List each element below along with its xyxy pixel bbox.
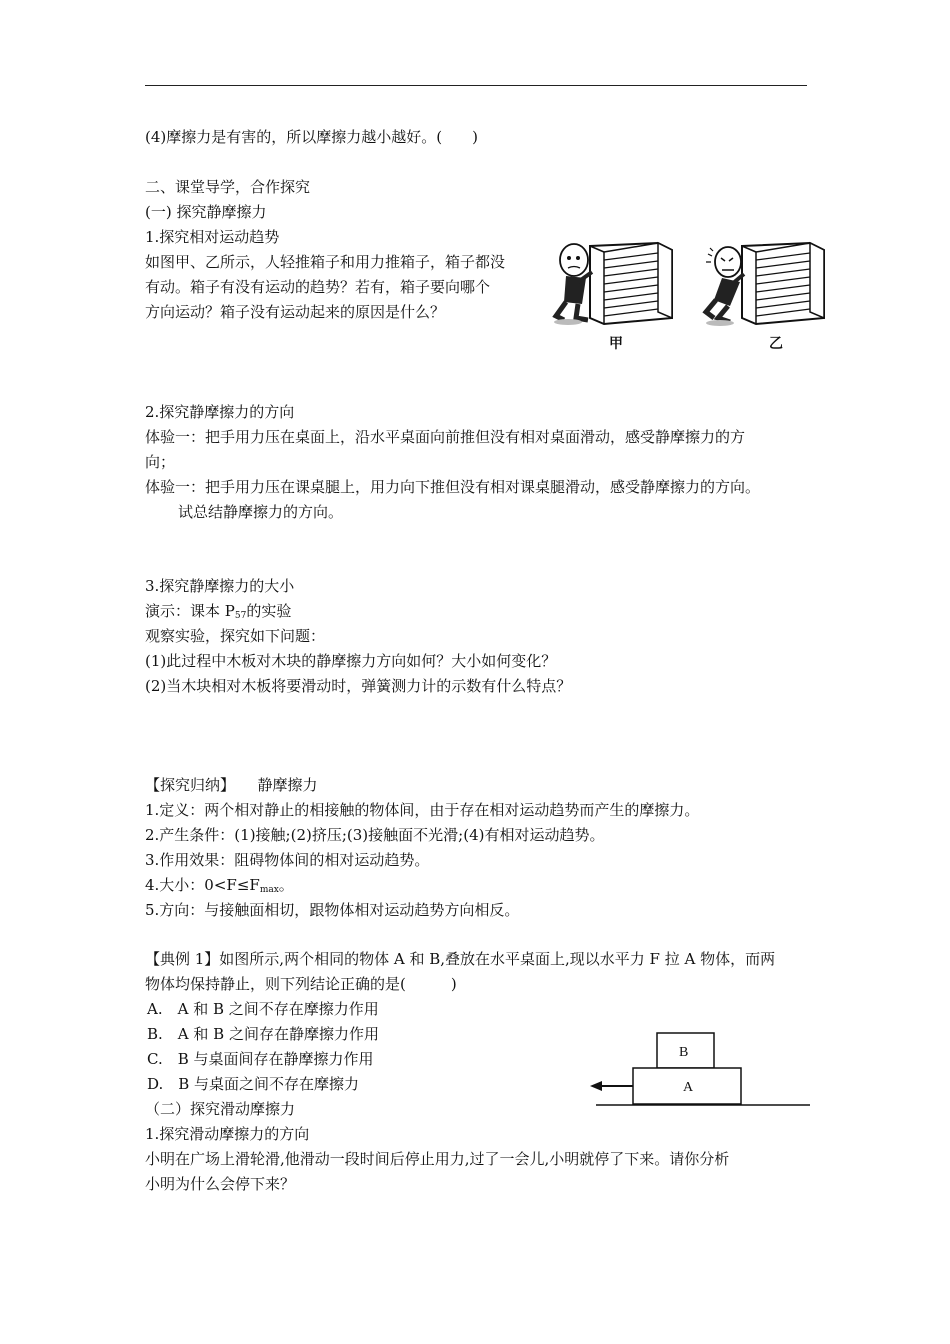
demo-prefix: 演示：课本 P: [145, 602, 235, 620]
item-3-title: 3.探究静摩擦力的大小: [145, 577, 295, 595]
sliding-item-1-title: 1.探究滑动摩擦力的方向: [145, 1125, 310, 1143]
figure-push-box-yi: [700, 238, 830, 328]
header-rule: [145, 85, 807, 86]
demo-suffix: 的实验: [246, 602, 292, 620]
block-b-label: B: [679, 1045, 689, 1060]
item-3-line: 观察实验，探究如下问题：: [145, 627, 326, 645]
demo-page-sub: 57: [234, 611, 247, 621]
section-2-title: 二、课堂导学，合作探究: [145, 178, 311, 196]
sliding-section-title: （二）探究滑动摩擦力: [145, 1100, 296, 1118]
option-a: A. A 和 B 之间不存在摩擦力作用: [147, 1000, 379, 1018]
size-suffix: 。: [278, 876, 294, 894]
item-3-line: (2)当木块相对木板将要滑动时，弹簧测力计的示数有什么特点？: [145, 677, 572, 695]
item-2-line: 体验一：把手用力压在课桌腿上，用力向下推但没有相对课桌腿滑动，感受静摩擦力的方向。: [145, 478, 761, 496]
sliding-line: 小明为什么会停下来？: [145, 1175, 296, 1193]
sliding-line: 小明在广场上滑轮滑,他滑动一段时间后停止用力,过了一会儿,小明就停了下来。请你分析: [145, 1150, 730, 1168]
option-c: C. B 与桌面间存在静摩擦力作用: [147, 1050, 374, 1068]
item-3-demo: [145, 600, 291, 627]
option-b: B. A 和 B 之间存在静摩擦力作用: [147, 1025, 379, 1043]
blocks-figure: [588, 1028, 812, 1110]
item-2-line: 试总结静摩擦力的方向。: [178, 503, 344, 521]
item-3-line: (1)此过程中木板对木块的静摩擦力方向如何？大小如何变化？: [145, 652, 557, 670]
summary-line: 2.产生条件：(1)接触;(2)挤压;(3)接触面不光滑;(4)有相对运动趋势。: [145, 826, 605, 844]
subsection-static-friction: (一) 探究静摩擦力: [145, 203, 267, 221]
item-1-title: 1.探究相对运动趋势: [145, 228, 280, 246]
summary-title: 【探究归纳】 静摩擦力: [145, 776, 318, 794]
figure-label-jia: 甲: [609, 336, 623, 352]
item-2-title: 2.探究静摩擦力的方向: [145, 403, 295, 421]
item-1-line: 方向运动？箱子没有运动起来的原因是什么？: [145, 303, 446, 321]
block-a-label: A: [683, 1080, 694, 1095]
figure-label-yi: 乙: [769, 336, 783, 352]
figure-push-box-jia: [548, 238, 678, 328]
example-1-line: 物体均保持静止，则下列结论正确的是( ): [145, 975, 457, 993]
summary-line: 3.作用效果：阻碍物体间的相对运动趋势。: [145, 851, 430, 869]
item-1-line: 有动。箱子有没有运动的趋势？若有，箱子要向哪个: [145, 278, 491, 296]
question-4: (4)摩擦力是有害的，所以摩擦力越小越好。( ): [145, 128, 478, 146]
item-2-line: 体验一：把手用力压在桌面上，沿水平桌面向前推但没有相对桌面滑动，感受静摩擦力的方: [145, 428, 746, 446]
summary-size: [145, 874, 294, 901]
item-2-line: 向；: [145, 453, 176, 471]
size-prefix: 4.大小：0<F≤F: [145, 876, 260, 894]
option-d: D. B 与桌面之间不存在摩擦力: [147, 1075, 360, 1093]
item-1-line: 如图甲、乙所示，人轻推箱子和用力推箱子，箱子都没: [145, 253, 506, 271]
force-arrow-head: [590, 1081, 602, 1091]
summary-direction: 5.方向：与接触面相切，跟物体相对运动趋势方向相反。: [145, 901, 520, 919]
example-1-line: 【典例 1】如图所示,两个相同的物体 A 和 B,叠放在水平桌面上,现以水平力 F 拉 A 物体，而两: [145, 950, 776, 968]
summary-line: 1.定义：两个相对静止的相接触的物体间，由于存在相对运动趋势而产生的摩擦力。: [145, 801, 700, 819]
size-sub: max: [259, 885, 279, 895]
